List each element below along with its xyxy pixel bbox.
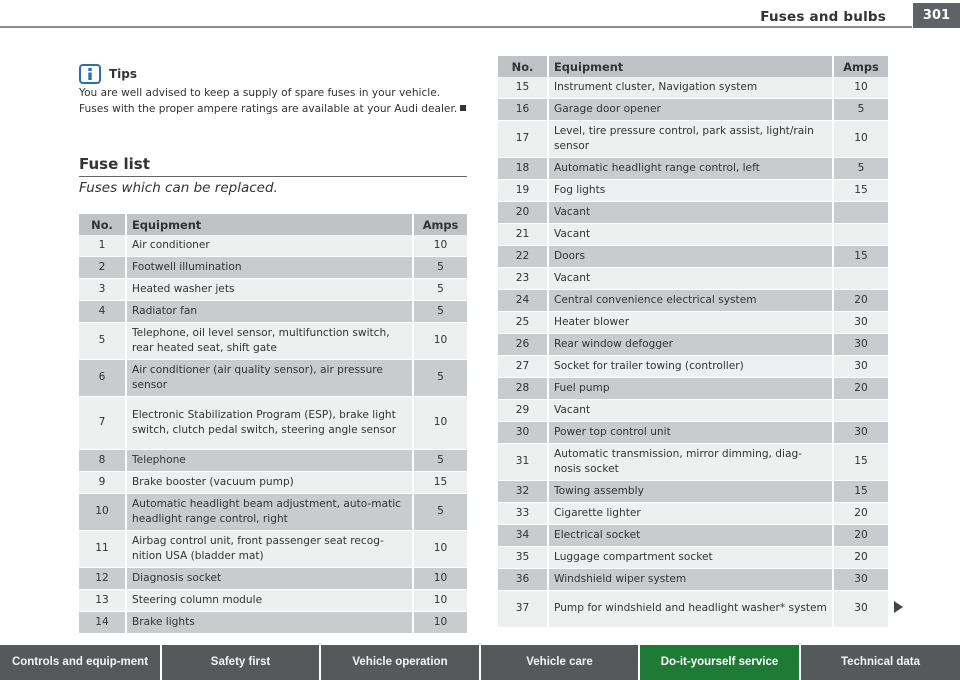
fuse-number: 31 (498, 444, 549, 481)
table-row (79, 590, 467, 612)
fuse-amps: 20 (834, 547, 888, 569)
fuse-number: 3 (79, 279, 127, 301)
info-icon (79, 64, 101, 84)
table-row (79, 360, 467, 397)
fuse-equipment: Brake lights (127, 612, 414, 634)
nav-tab-4[interactable]: Vehicle care (481, 645, 640, 680)
end-mark-icon (460, 105, 466, 111)
fuse-amps: 15 (834, 246, 888, 268)
fuse-amps: 10 (414, 612, 467, 634)
table-row (498, 525, 888, 547)
fuse-equipment: Towing assembly (549, 481, 834, 503)
table-row (79, 450, 467, 472)
fuse-amps: 10 (414, 235, 467, 257)
fuse-number: 28 (498, 378, 549, 400)
fuse-amps: 10 (834, 121, 888, 158)
col-header-amps: Amps (414, 214, 467, 235)
fuse-equipment: Doors (549, 246, 834, 268)
table-row (498, 378, 888, 400)
fuse-equipment: Fog lights (549, 180, 834, 202)
fuse-equipment: Heater blower (549, 312, 834, 334)
nav-tab-2[interactable]: Safety first (162, 645, 321, 680)
fuse-number: 12 (79, 568, 127, 590)
fuse-equipment: Cigarette lighter (549, 503, 834, 525)
fuse-number: 29 (498, 400, 549, 422)
col-header-no: No. (79, 214, 127, 235)
fuse-equipment: Airbag control unit, front passenger seat recog-nition USA (bladder mat) (127, 531, 414, 568)
fuse-equipment: Level, tire pressure control, park assist, light/rain sensor (549, 121, 834, 158)
fuse-equipment: Automatic headlight beam adjustment, auto-matic headlight range control, right (127, 494, 414, 531)
fuse-amps: 5 (414, 494, 467, 531)
nav-tab-6[interactable]: Technical data (801, 645, 960, 680)
table-row (79, 323, 467, 360)
fuse-number: 37 (498, 591, 549, 628)
table-row (498, 290, 888, 312)
footer-nav (0, 645, 960, 680)
fuse-number: 21 (498, 224, 549, 246)
fuse-number: 8 (79, 450, 127, 472)
fuse-number: 22 (498, 246, 549, 268)
fuse-number: 16 (498, 99, 549, 121)
fuse-amps: 20 (834, 503, 888, 525)
fuse-equipment: Central convenience electrical system (549, 290, 834, 312)
fuse-number: 23 (498, 268, 549, 290)
fuse-equipment: Steering column module (127, 590, 414, 612)
fuse-amps: 30 (834, 591, 888, 628)
fuse-number: 17 (498, 121, 549, 158)
fuse-amps (834, 268, 888, 290)
fuse-number: 24 (498, 290, 549, 312)
fuse-amps: 30 (834, 422, 888, 444)
table-row (498, 202, 888, 224)
fuse-amps: 15 (834, 481, 888, 503)
fuse-amps: 5 (414, 450, 467, 472)
fuse-equipment: Radiator fan (127, 301, 414, 323)
table-row (498, 224, 888, 246)
fuse-equipment: Heated washer jets (127, 279, 414, 301)
fuse-amps: 10 (414, 323, 467, 360)
fuse-amps: 20 (834, 290, 888, 312)
header-rule (0, 26, 912, 28)
fuse-number: 7 (79, 397, 127, 450)
fuse-amps (834, 400, 888, 422)
fuse-equipment: Telephone (127, 450, 414, 472)
col-header-equipment: Equipment (549, 56, 834, 77)
fuse-equipment: Diagnosis socket (127, 568, 414, 590)
fuse-number: 4 (79, 301, 127, 323)
fuse-equipment: Garage door opener (549, 99, 834, 121)
section-rule (79, 176, 467, 177)
fuse-number: 27 (498, 356, 549, 378)
fuse-amps: 10 (414, 590, 467, 612)
table-row (498, 356, 888, 378)
fuse-number: 35 (498, 547, 549, 569)
fuse-amps: 10 (414, 397, 467, 450)
fuse-equipment: Automatic headlight range control, left (549, 158, 834, 180)
fuse-amps: 5 (834, 99, 888, 121)
fuse-equipment: Vacant (549, 224, 834, 246)
fuse-equipment: Brake booster (vacuum pump) (127, 472, 414, 494)
section-subtitle: Fuses which can be replaced. (79, 180, 278, 196)
table-row (498, 180, 888, 202)
fuse-equipment: Electronic Stabilization Program (ESP), brake light switch, clutch pedal switch, steering angle sensor (127, 397, 414, 450)
fuse-amps: 15 (414, 472, 467, 494)
fuse-number: 1 (79, 235, 127, 257)
table-row (498, 547, 888, 569)
fuse-number: 25 (498, 312, 549, 334)
fuse-amps: 20 (834, 525, 888, 547)
fuse-equipment: Telephone, oil level sensor, multifunction switch, rear heated seat, shift gate (127, 323, 414, 360)
table-row (498, 444, 888, 481)
fuse-amps: 10 (414, 531, 467, 568)
table-row (498, 503, 888, 525)
fuse-equipment: Luggage compartment socket (549, 547, 834, 569)
fuse-amps: 5 (834, 158, 888, 180)
col-header-amps: Amps (834, 56, 888, 77)
table-row (498, 121, 888, 158)
nav-tab-1[interactable]: Controls and equip-ment (0, 645, 162, 680)
fuse-amps: 5 (414, 257, 467, 279)
table-row (498, 99, 888, 121)
table-row (498, 334, 888, 356)
fuse-amps: 5 (414, 279, 467, 301)
fuse-equipment: Socket for trailer towing (controller) (549, 356, 834, 378)
table-row (79, 612, 467, 634)
col-header-no: No. (498, 56, 549, 77)
fuse-number: 18 (498, 158, 549, 180)
table-row (498, 569, 888, 591)
fuse-equipment: Pump for windshield and headlight washer* system (549, 591, 834, 628)
fuse-amps: 30 (834, 356, 888, 378)
table-row (79, 257, 467, 279)
nav-tab-3[interactable]: Vehicle operation (321, 645, 481, 680)
fuse-number: 30 (498, 422, 549, 444)
fuse-number: 33 (498, 503, 549, 525)
col-header-equipment: Equipment (127, 214, 414, 235)
fuse-table-right (498, 56, 888, 628)
fuse-number: 19 (498, 180, 549, 202)
table-row (79, 301, 467, 323)
fuse-equipment: Footwell illumination (127, 257, 414, 279)
table-row (79, 279, 467, 301)
table-row (498, 246, 888, 268)
fuse-table-left (79, 214, 467, 634)
table-row (498, 312, 888, 334)
table-row (79, 494, 467, 531)
fuse-number: 15 (498, 77, 549, 99)
fuse-equipment: Fuel pump (549, 378, 834, 400)
table-row (79, 568, 467, 590)
fuse-number: 13 (79, 590, 127, 612)
fuse-number: 5 (79, 323, 127, 360)
fuse-equipment: Air conditioner (air quality sensor), air pressure sensor (127, 360, 414, 397)
tips-heading (79, 64, 137, 84)
fuse-number: 14 (79, 612, 127, 634)
fuse-equipment: Instrument cluster, Navigation system (549, 77, 834, 99)
page-number-badge: 301 (913, 3, 960, 28)
fuse-number: 2 (79, 257, 127, 279)
section-title: Fuse list (79, 155, 150, 173)
table-header-row (498, 56, 888, 77)
fuse-number: 6 (79, 360, 127, 397)
table-row (498, 422, 888, 444)
fuse-number: 34 (498, 525, 549, 547)
fuse-number: 32 (498, 481, 549, 503)
table-row (498, 158, 888, 180)
fuse-number: 20 (498, 202, 549, 224)
fuse-amps: 30 (834, 334, 888, 356)
nav-tab-5[interactable]: Do-it-yourself service (640, 645, 801, 680)
fuse-equipment: Rear window defogger (549, 334, 834, 356)
table-row (498, 268, 888, 290)
table-row (498, 77, 888, 99)
fuse-equipment: Vacant (549, 268, 834, 290)
fuse-number: 10 (79, 494, 127, 531)
fuse-amps: 30 (834, 569, 888, 591)
fuse-number: 26 (498, 334, 549, 356)
fuse-equipment: Vacant (549, 400, 834, 422)
page-header-title: Fuses and bulbs (760, 9, 886, 25)
table-row (498, 400, 888, 422)
fuse-amps: 15 (834, 180, 888, 202)
table-row (79, 397, 467, 450)
table-row (79, 235, 467, 257)
fuse-number: 9 (79, 472, 127, 494)
fuse-amps: 10 (414, 568, 467, 590)
table-header-row (79, 214, 467, 235)
fuse-equipment: Electrical socket (549, 525, 834, 547)
fuse-amps (834, 202, 888, 224)
fuse-equipment: Windshield wiper system (549, 569, 834, 591)
fuse-amps: 5 (414, 360, 467, 397)
fuse-amps (834, 224, 888, 246)
fuse-number: 11 (79, 531, 127, 568)
fuse-equipment: Air conditioner (127, 235, 414, 257)
fuse-amps: 30 (834, 312, 888, 334)
fuse-equipment: Automatic transmission, mirror dimming, diag-nosis socket (549, 444, 834, 481)
fuse-amps: 20 (834, 378, 888, 400)
fuse-amps: 10 (834, 77, 888, 99)
fuse-equipment: Vacant (549, 202, 834, 224)
table-row (498, 481, 888, 503)
tips-label: Tips (109, 67, 138, 81)
fuse-amps: 15 (834, 444, 888, 481)
continue-arrow-icon (894, 601, 903, 613)
table-row (79, 531, 467, 568)
fuse-amps: 5 (414, 301, 467, 323)
table-row (498, 591, 888, 628)
fuse-equipment: Power top control unit (549, 422, 834, 444)
tips-text (79, 85, 469, 117)
table-row (79, 472, 467, 494)
fuse-number: 36 (498, 569, 549, 591)
tips-body: You are well advised to keep a supply of spare fuses in your vehicle. Fuses with the proper ampere ratings are available at your Audi dealer. (79, 87, 458, 115)
